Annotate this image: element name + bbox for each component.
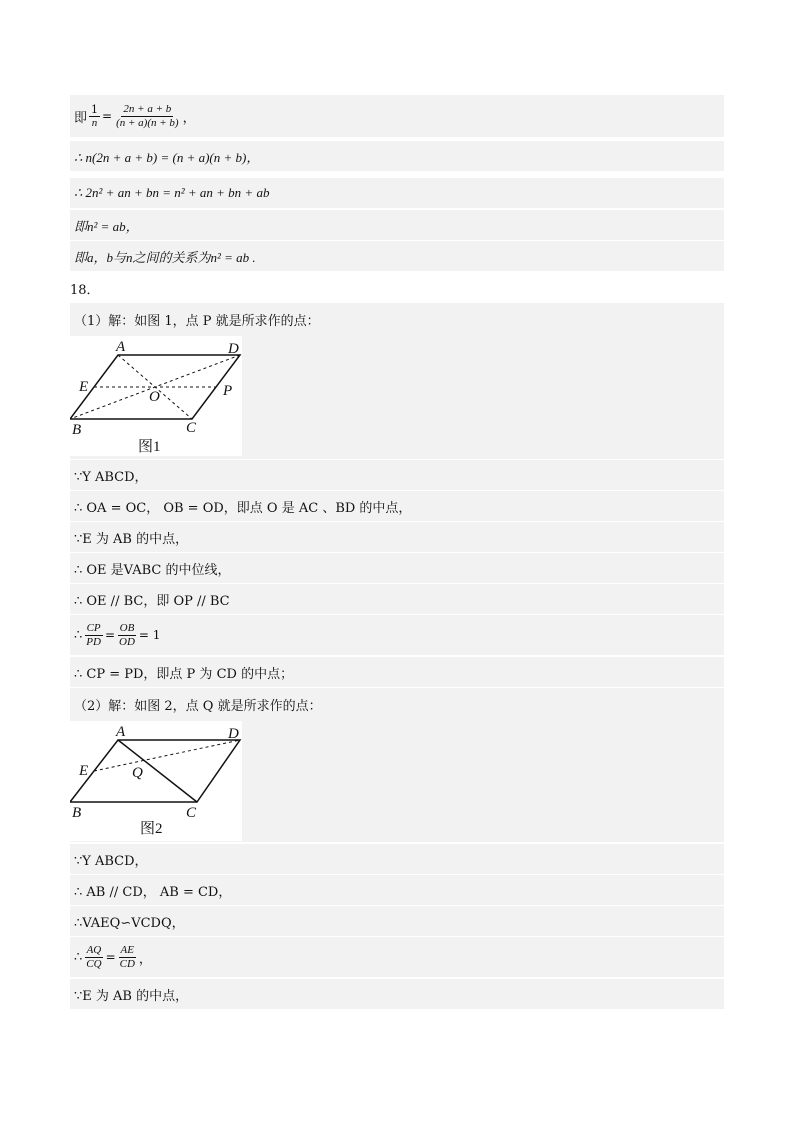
therefore-sign: ∴ [74,949,83,965]
label-d: D [228,726,239,742]
step-1-3: ∵E 为 AB 的中点， [70,522,724,552]
step-2-3: ∴VAEQ∽VCDQ， [70,906,724,936]
label-a: A [116,724,126,740]
label-e: E [79,379,89,395]
label-d: D [228,341,239,357]
part-1-heading: （1）解：如图 1，点 P 就是所求作的点： [70,303,724,335]
therefore-sign: ∴ [74,627,83,643]
step-2-5: ∵E 为 AB 的中点， [70,979,724,1009]
step-2-1: ∵Y ABCD， [70,844,724,874]
step-2-4-ratio [70,937,724,977]
step-1-4: ∴ OE 是VABC 的中位线， [70,553,724,583]
step-1-1: ∵Y ABCD， [70,460,724,490]
fraction-aq-cq [84,944,103,971]
fraction-sum [114,103,181,130]
step-1-2: ∴ OA = OC， OB = OD，即点 O 是 AC 、BD 的中点， [70,491,724,521]
label-p: P [223,383,233,399]
parallelogram-figure-2 [70,721,242,841]
label-b: B [72,805,82,821]
equals-sign: = [104,628,116,642]
step-1-6-ratio [70,615,724,655]
label-a: A [116,339,126,355]
line-expand: ∴ n(2n + a + b) = (n + a)(n + b)， [70,141,724,171]
label-c: C [186,420,197,436]
fraction-numerator: AQ [86,943,102,956]
fraction-denominator: n [91,116,98,129]
line-expand-2: ∴ 2n² + an + bn = n² + an + bn + ab [70,178,724,208]
fraction-numerator: AE [120,943,134,956]
ji-text: 即 [74,110,88,126]
label-o: O [149,389,160,405]
question-number: 18． [70,283,100,298]
fraction-denominator: (n + a)(n + b) [116,116,179,129]
comma: ， [138,951,152,967]
label-q: Q [132,765,143,781]
fraction-numerator: CP [86,621,101,634]
fraction-denominator: CD [119,957,135,970]
fraction-ae-cd [118,944,137,971]
fraction-denominator: PD [86,635,101,648]
label-c: C [186,805,197,821]
equals-one: = 1 [138,628,161,642]
figure-2-caption: 图2 [140,821,163,837]
figure-1-caption: 图1 [138,439,161,455]
diagonal-ac [118,740,197,802]
line-n-squared: 即n² = ab， [70,210,724,240]
step-1-5: ∴ OE // BC，即 OP // BC [70,584,724,614]
label-b: B [72,422,82,438]
part-2-heading: （2）解：如图 2，点 Q 就是所求作的点： [70,688,724,720]
label-e: E [79,763,89,779]
figure-1 [70,336,242,456]
fraction-ob-od [117,622,137,649]
equals-sign: = [102,109,113,123]
fraction-numerator: 2n + a + b [123,102,172,115]
line-relation: 即a，b与n之间的关系为n² = ab . [70,241,724,271]
step-2-2: ∴ AB // CD， AB = CD， [70,875,724,905]
equals-sign: = [105,950,116,964]
parallelogram-figure-1 [70,336,242,456]
segment-ed [94,740,240,771]
fraction-cp-pd [84,622,103,649]
comma: ， [182,110,196,126]
line-fraction-identity [70,95,724,137]
fraction-numerator: OB [119,621,135,634]
fraction-1-over-n [89,103,100,130]
fraction-denominator: CQ [86,957,102,970]
figure-2 [70,721,242,841]
fraction-numerator: 1 [91,102,99,116]
fraction-denominator: OD [119,635,135,648]
step-1-7: ∴ CP = PD，即点 P 为 CD 的中点； [70,657,724,687]
